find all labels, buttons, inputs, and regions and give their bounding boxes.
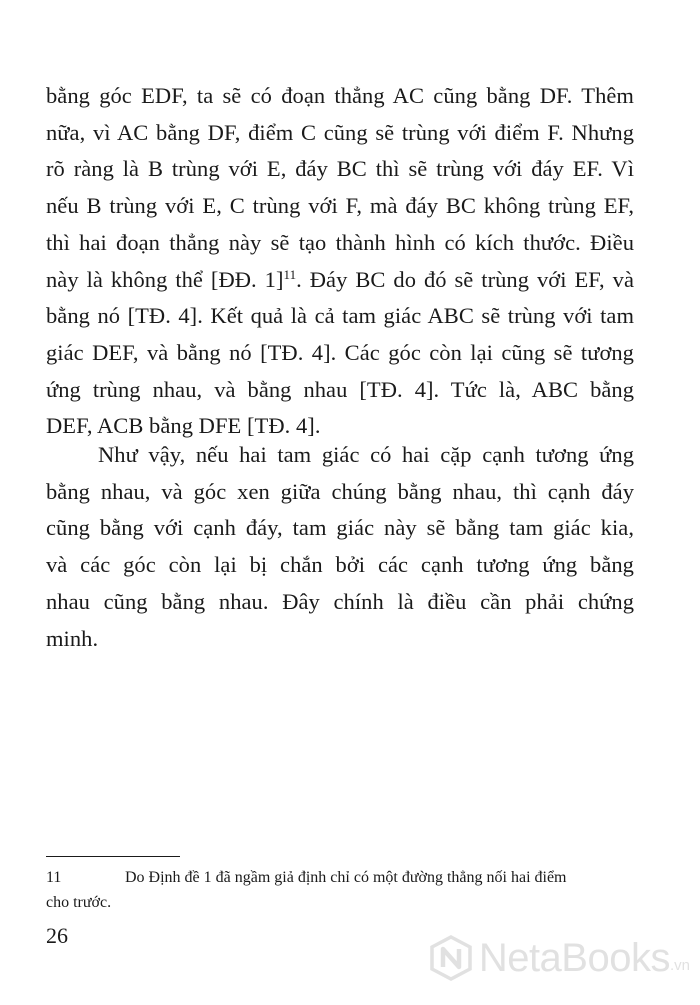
text-line: nếu B trùng với E, C trùng với F, mà đáy BC không trùng EF, [46,193,634,219]
watermark-suffix: .vn [669,957,690,974]
footnote-divider [46,856,180,857]
footnote [46,865,636,915]
footnote-number: 11 [46,869,62,886]
text-line: bằng nó [TĐ. 4]. Kết quả là cả tam giác ABC sẽ trùng với tam [46,303,634,329]
text-line: bằng góc EDF, ta sẽ có đoạn thẳng AC cũng bằng DF. Thêm [46,83,634,108]
text-line: và các góc còn lại bị chắn bởi các cạnh tương ứng bằng [46,552,634,578]
text-line: rõ ràng là B trùng với E, đáy BC thì sẽ trùng với đáy EF. Vì [46,156,634,182]
watermark [429,934,690,982]
footnote-text-continued: cho trước. [46,894,112,911]
text-segment: . Đáy BC do đó sẽ trùng với EF, và [296,266,634,292]
text-line: bằng nhau, và góc xen giữa chúng bằng nhau, thì cạnh đáy [46,478,634,504]
netabooks-logo-icon [429,935,473,981]
text-line: nữa, vì AC bằng DF, điểm C cũng sẽ trùng với điểm F. Nhưng [46,119,634,145]
text-line: minh. [46,625,99,651]
text-line: thì hai đoạn thẳng này sẽ tạo thành hình có kích thước. Điều [46,229,634,255]
text-line-with-footnote [46,262,634,299]
text-line: Như vậy, nếu hai tam giác có hai cặp cạnh tương ứng [98,442,634,467]
watermark-text: NetaBooks [478,935,670,980]
footnote-line [46,865,636,890]
page-number: 26 [46,923,68,948]
paragraph-2 [46,437,634,657]
text-line: ứng trùng nhau, và bằng nhau [TĐ. 4]. Tức là, ABC bằng [46,376,634,402]
text-line: cũng bằng với cạnh đáy, tam giác này sẽ bằng tam giác kia, [46,515,634,541]
text-line: DEF, ACB bằng DFE [TĐ. 4]. [46,413,321,439]
footnote-text: Do Định đề 1 đã ngầm giả định chỉ có một đường thẳng nối hai điểm [125,869,567,886]
footnote-reference: 11 [283,266,297,282]
paragraph-1 [46,78,634,445]
text-line: giác DEF, và bằng nó [TĐ. 4]. Các góc còn lại cũng sẽ tương [46,339,634,365]
text-line: nhau cũng bằng nhau. Đây chính là điều cần phải chứng [46,588,634,614]
text-segment: này là không thể [ĐĐ. 1] [46,266,284,292]
